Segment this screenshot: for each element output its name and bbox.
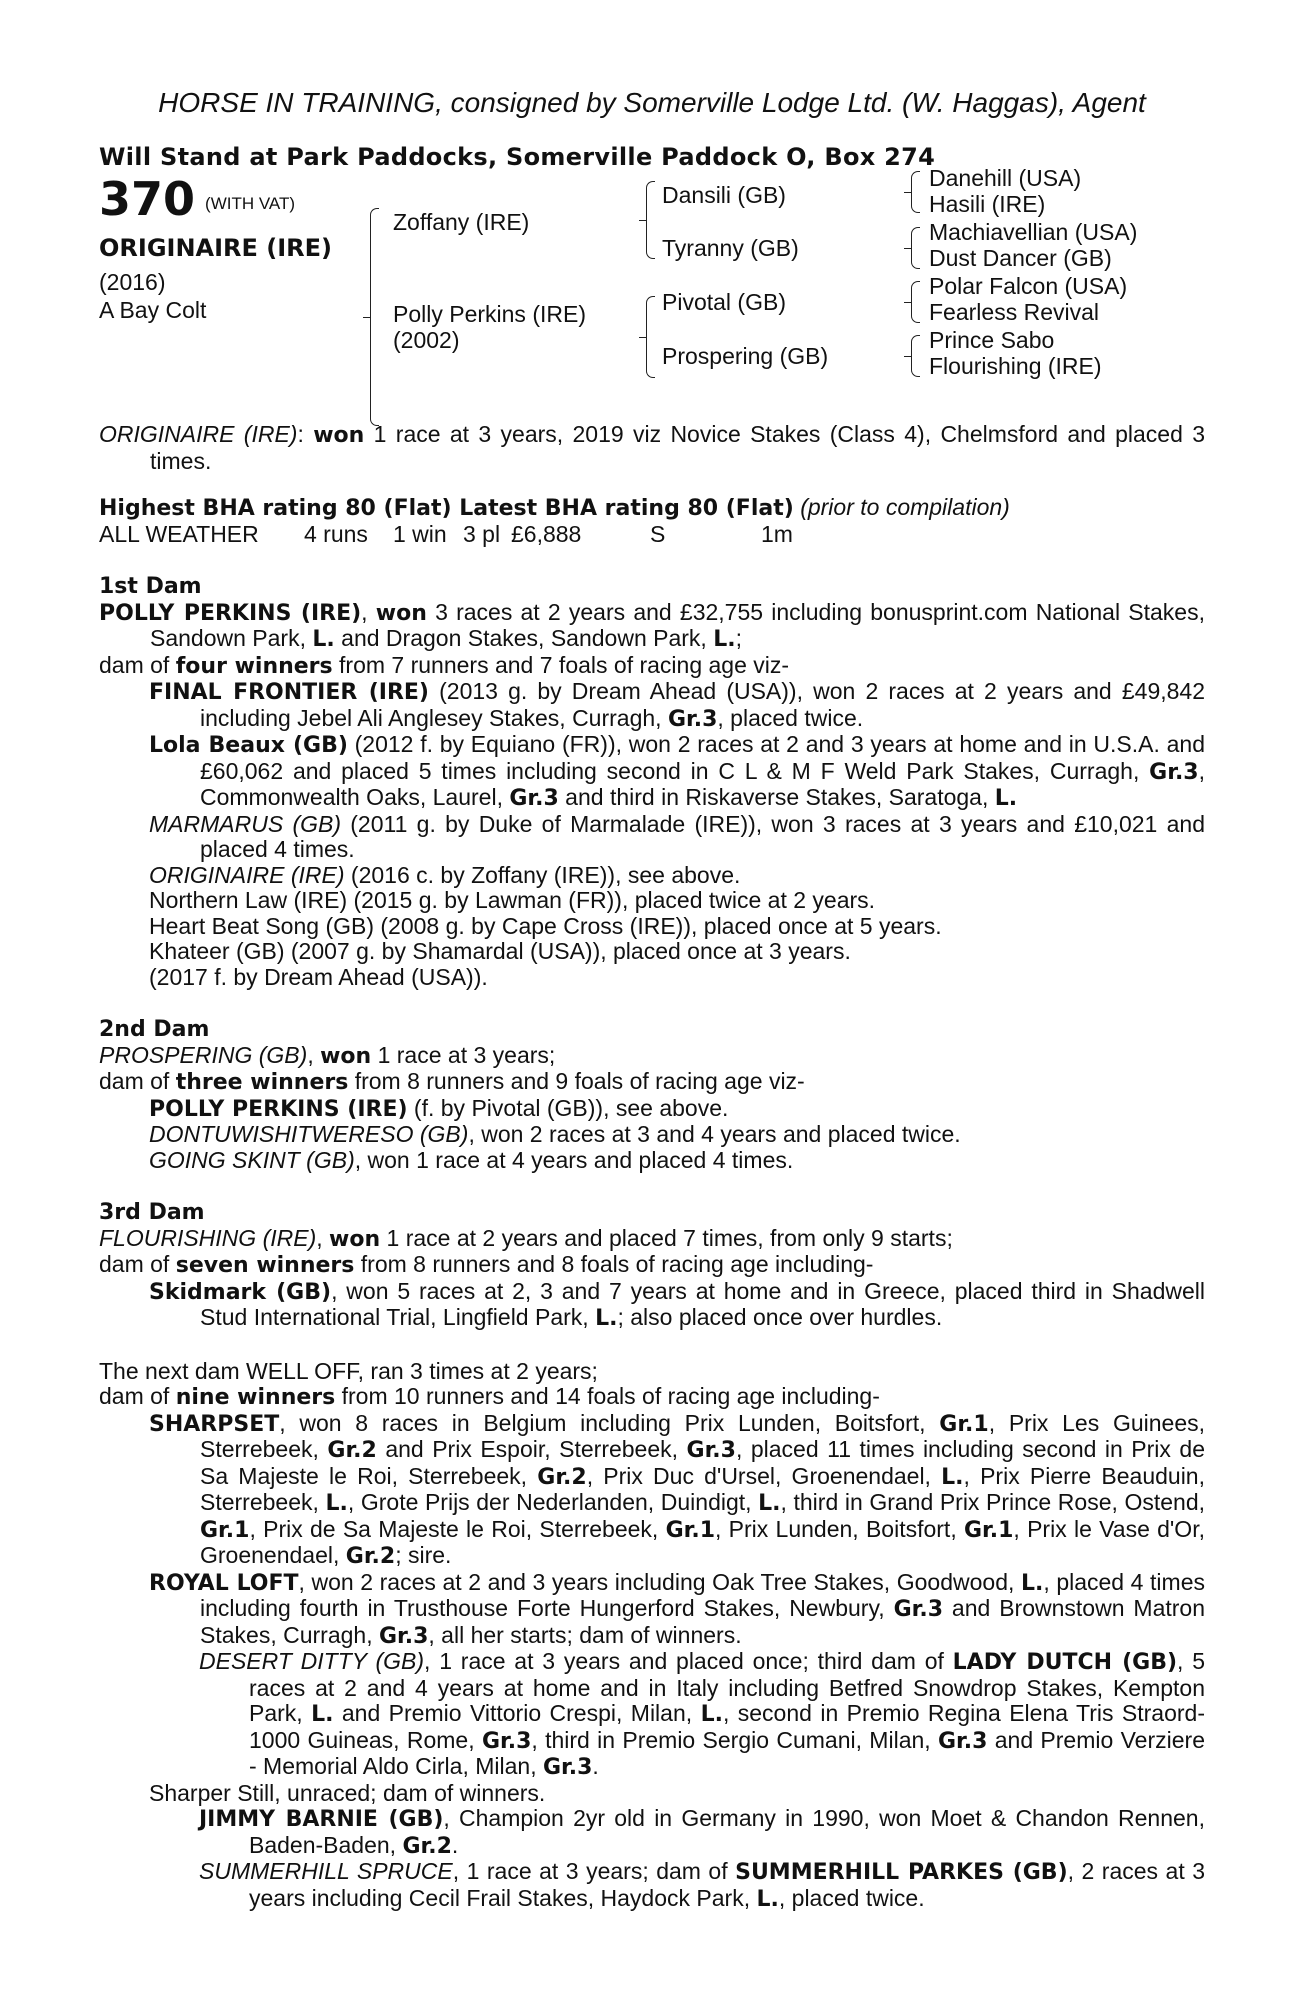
pedigree-ggp: Dust Dancer (GB): [929, 245, 1112, 271]
produce-summary: dam of three winners from 8 runners and 9 foals of racing age viz-: [99, 1068, 805, 1095]
produce-item: Skidmark (GB), won 5 races at 2, 3 and 7 years at home and in Greece, placed third in Shadwell Stud International Trial, Lingfield Park, L.; also placed once over hurdles.: [149, 1277, 1206, 1331]
lot-number: [99, 174, 295, 224]
pedigree-brace: [911, 335, 920, 377]
produce-item: DONTUWISHITWERESO (GB), won 2 races at 3 and 4 years and placed twice.: [149, 1121, 961, 1147]
dam-record: FLOURISHING (IRE), won 1 race at 2 years and placed 7 times, from only 9 starts;: [99, 1224, 953, 1252]
pedigree-ggp: Flourishing (IRE): [929, 353, 1102, 379]
produce-item: ORIGINAIRE (IRE) (2016 c. by Zoffany (IRE)), see above.: [149, 861, 741, 888]
produce-item: FINAL FRONTIER (IRE) (2013 g. by Dream Ahead (USA)), won 2 races at 2 years and £49,842 including Jebel Ali Anglesey Stakes, Curragh, Gr.3, placed twice.: [149, 678, 1205, 732]
pedigree-brace: [646, 181, 655, 259]
produce-item: GOING SKINT (GB), won 1 race at 4 years and placed 4 times.: [149, 1146, 794, 1173]
pedigree-dam-year: (2002): [393, 327, 460, 353]
horse-description: A Bay Colt: [99, 297, 207, 323]
pedigree-ggp: Machiavellian (USA): [929, 219, 1138, 245]
produce-item: SUMMERHILL SPRUCE, 1 race at 3 years; dam of SUMMERHILL PARKES (GB), 2 races at 3 years including Cecil Frail Stakes, Haydock Park, L., placed twice.: [199, 1858, 1205, 1912]
produce-item: POLLY PERKINS (IRE) (f. by Pivotal (GB)), see above.: [149, 1094, 729, 1122]
pedigree-brace: [911, 281, 920, 323]
page-title: HORSE IN TRAINING, consigned by Somerville Lodge Ltd. (W. Haggas), Agent: [158, 87, 1146, 118]
pedigree-ggp: Danehill (USA): [929, 165, 1082, 191]
horse-name: ORIGINAIRE (IRE): [99, 234, 333, 262]
produce-item: Heart Beat Song (GB) (2008 g. by Cape Cross (IRE)), placed once at 5 years.: [149, 912, 942, 939]
pedigree-brace: [911, 227, 920, 269]
lot-number-value: 370: [99, 172, 196, 226]
dam-record: PROSPERING (GB), won 1 race at 3 years;: [99, 1041, 556, 1069]
produce-item: Khateer (GB) (2007 g. by Shamardal (USA)), placed once at 3 years.: [149, 938, 851, 964]
produce-item: DESERT DITTY (GB), 1 race at 3 years and placed once; third dam of LADY DUTCH (GB), 5 races at 2 and 4 years at home and in Italy including Betfred Snowdrop Stakes, Kempton Park, L. and Premio Vittorio Crespi, Milan, L., second in Premio Regina Elena Tris Straord-1000 Guineas, Rome, Gr.3, third in Premio Sergio Cumani, Milan, Gr.3 and Premio Verziere - Memorial Aldo Cirla, Milan, Gr.3.: [199, 1648, 1205, 1780]
produce-summary: dam of seven winners from 8 runners and 8 foals of racing age including-: [99, 1251, 874, 1278]
section-heading: 2nd Dam: [99, 1017, 210, 1042]
lot-pedigree-block: [99, 165, 1205, 422]
pedigree-brace: [646, 296, 655, 378]
produce-item: MARMARUS (GB) (2011 g. by Duke of Marmalade (IRE)), won 3 races at 3 years and £10,021 and placed 4 times.: [149, 810, 1205, 862]
pedigree-sire-dam: Tyranny (GB): [662, 235, 799, 261]
produce-item: (2017 f. by Dream Ahead (USA)).: [149, 963, 488, 990]
produce-item: JIMMY BARNIE (GB), Champion 2yr old in Germany in 1990, won Moet & Chandon Rennen, Baden-Baden, Gr.2.: [199, 1805, 1205, 1859]
next-dam-record: The next dam WELL OFF, ran 3 times at 2 years;: [99, 1357, 598, 1384]
dam-record: POLLY PERKINS (IRE), won 3 races at 2 years and £32,755 including bonusprint.com National Stakes, Sandown Park, L. and Dragon Stakes, Sandown Park, L.;: [99, 598, 1205, 652]
produce-summary: dam of nine winners from 10 runners and 14 foals of racing age including-: [99, 1383, 880, 1410]
section-heading: 3rd Dam: [99, 1200, 205, 1225]
produce-item: Sharper Still, unraced; dam of winners.: [149, 1779, 546, 1806]
produce-item: Lola Beaux (GB) (2012 f. by Equiano (FR)), won 2 races at 2 and 3 years at home and in U.S.A. and £60,062 and placed 5 times including second in C L & M F Weld Park Stakes, Curragh, Gr.3, Commonwealth Oaks, Laurel, Gr.3 and third in Riskaverse Stakes, Saratoga, L.: [149, 731, 1205, 811]
section-heading: 1st Dam: [99, 574, 202, 599]
pedigree-dam-dam: Prospering (GB): [662, 343, 829, 369]
stand-location: Will Stand at Park Paddocks, Somerville Paddock O, Box 274: [99, 143, 936, 171]
pedigree-dam-sire: Pivotal (GB): [662, 289, 786, 315]
pedigree-brace: [911, 171, 920, 213]
pedigree-sire-sire: Dansili (GB): [662, 182, 786, 208]
horse-year: (2016): [99, 269, 166, 295]
produce-item: SHARPSET, won 8 races in Belgium including Prix Lunden, Boitsfort, Gr.1, Prix Les Guinees, Sterrebeek, Gr.2 and Prix Espoir, Sterrebeek, Gr.3, placed 11 times including second in Prix de Sa Majeste le Roi, Sterrebeek, Gr.2, Prix Duc d'Ursel, Groenendael, L., Prix Pierre Beauduin, Sterrebeek, L., Grote Prijs der Nederlanden, Duindigt, L., third in Grand Prix Prince Rose, Ostend, Gr.1, Prix de Sa Majeste le Roi, Sterrebeek, Gr.1, Prix Lunden, Boitsfort, Gr.1, Prix le Vase d'Or, Groenendael, Gr.2; sire.: [149, 1409, 1206, 1569]
pedigree-ggp: Polar Falcon (USA): [929, 273, 1128, 299]
produce-item: ROYAL LOFT, won 2 races at 2 and 3 years including Oak Tree Stakes, Goodwood, L., placed 4 times including fourth in Trusthouse Forte Hungerford Stakes, Newbury, Gr.3 and Brownstown Matron Stakes, Curragh, Gr.3, all her starts; dam of winners.: [149, 1568, 1205, 1649]
pedigree-ggp: Prince Sabo: [929, 327, 1055, 353]
pedigree-dam: Polly Perkins (IRE): [393, 301, 586, 327]
pedigree-ggp: Fearless Revival: [929, 299, 1099, 325]
surface-summary: ALL WEATHER 4 runs 1 win 3 pl £6,888 S 1m: [99, 520, 793, 547]
vat-note: (WITH VAT): [205, 194, 296, 213]
produce-summary: dam of four winners from 7 runners and 7 foals of racing age viz-: [99, 651, 790, 679]
rating-line: Highest BHA rating 80 (Flat) Latest BHA rating 80 (Flat) (prior to compilation): [99, 494, 1010, 521]
produce-item: Northern Law (IRE) (2015 g. by Lawman (FR)), placed twice at 2 years.: [149, 887, 876, 913]
pedigree-sire: Zoffany (IRE): [393, 209, 530, 235]
pedigree-ggp: Hasili (IRE): [929, 191, 1046, 217]
pedigree-brace: [370, 208, 379, 426]
catalogue-page: [99, 86, 1205, 1912]
race-record: ORIGINAIRE (IRE): won 1 race at 3 years, 2019 viz Novice Stakes (Class 4), Chelmsford and placed 3 times.: [99, 421, 1205, 474]
